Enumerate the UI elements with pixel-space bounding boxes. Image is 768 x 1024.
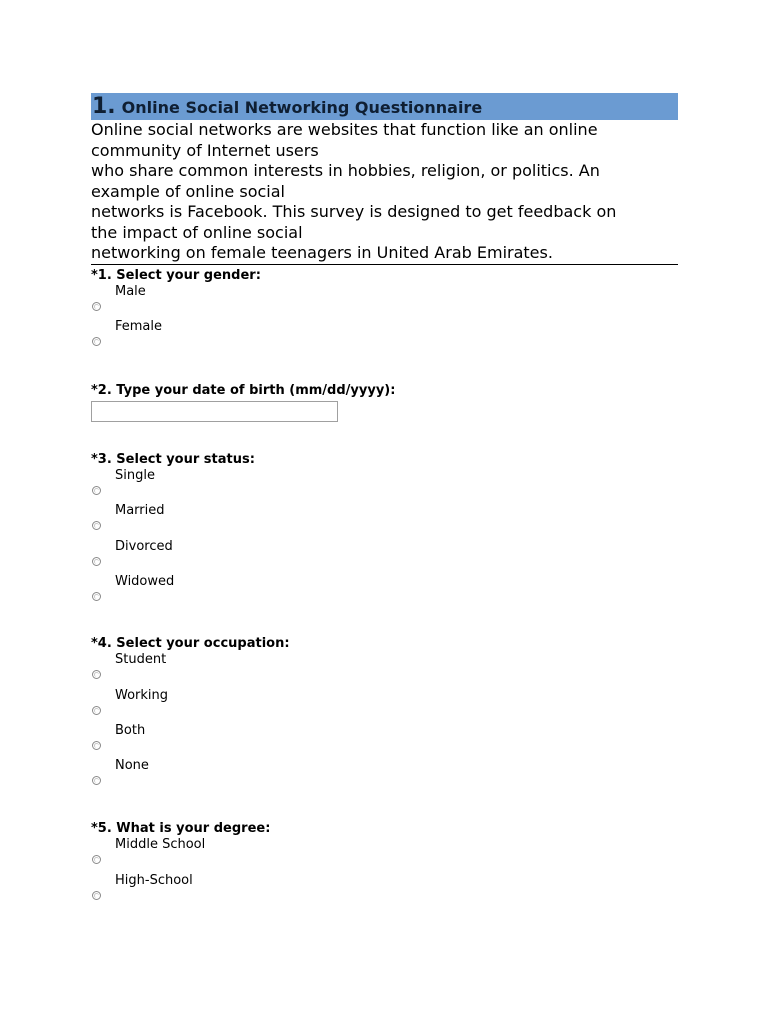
option-label: None: [115, 758, 149, 774]
radio-button[interactable]: [92, 706, 101, 715]
option-label: Married: [115, 503, 165, 519]
option-male[interactable]: [91, 284, 678, 319]
radio-button[interactable]: [92, 741, 101, 750]
option-label: Widowed: [115, 573, 175, 589]
description-line: community of Internet users: [91, 140, 319, 160]
option-single[interactable]: [91, 468, 678, 503]
question-status: [91, 452, 678, 609]
option-female[interactable]: [91, 319, 678, 354]
option-none[interactable]: [91, 758, 678, 793]
survey-description: [91, 120, 678, 265]
section-header: [91, 93, 678, 120]
description-line: who share common interests in hobbies, religion, or politics. An: [91, 161, 600, 180]
radio-button[interactable]: [92, 302, 101, 311]
question-date-of-birth: [91, 383, 678, 422]
radio-button[interactable]: [92, 521, 101, 530]
option-divorced[interactable]: [91, 539, 678, 574]
question-degree: [91, 821, 678, 908]
radio-button[interactable]: [92, 337, 101, 346]
question-label: *3. Select your status:: [91, 452, 255, 468]
description-line: Online social networks are websites that function like an online: [91, 120, 598, 139]
survey-page: [91, 93, 678, 908]
option-label: Middle School: [115, 837, 206, 853]
question-label: *4. Select your occupation:: [91, 636, 290, 652]
radio-button[interactable]: [92, 670, 101, 679]
survey-title: Online Social Networking Questionnaire: [121, 97, 483, 117]
radio-button[interactable]: [92, 557, 101, 566]
section-number: 1.: [92, 93, 116, 119]
option-both[interactable]: [91, 723, 678, 758]
option-high-school[interactable]: [91, 873, 678, 908]
option-student[interactable]: [91, 652, 678, 687]
option-label: Divorced: [115, 538, 173, 554]
radio-button[interactable]: [92, 776, 101, 785]
question-label: *1. Select your gender:: [91, 267, 261, 283]
option-label: Both: [115, 722, 146, 738]
question-label: *2. Type your date of birth (mm/dd/yyyy):: [91, 383, 396, 399]
option-label: Student: [115, 652, 167, 668]
question-occupation: [91, 636, 678, 793]
option-label: Male: [115, 283, 146, 299]
question-gender: [91, 268, 678, 355]
option-middle-school[interactable]: [91, 837, 678, 872]
option-widowed[interactable]: [91, 574, 678, 609]
radio-button[interactable]: [92, 486, 101, 495]
description-line: networking on female teenagers in United Arab Emirates.: [91, 243, 553, 262]
option-label: Female: [115, 318, 163, 334]
date-of-birth-input[interactable]: [91, 401, 338, 422]
radio-button[interactable]: [92, 592, 101, 601]
radio-button[interactable]: [92, 891, 101, 900]
option-label: Single: [115, 468, 155, 484]
option-label: High-School: [115, 872, 193, 888]
question-label: *5. What is your degree:: [91, 821, 271, 837]
description-line: the impact of online social: [91, 222, 303, 242]
option-married[interactable]: [91, 503, 678, 538]
option-working[interactable]: [91, 688, 678, 723]
radio-button[interactable]: [92, 855, 101, 864]
description-line: example of online social: [91, 181, 285, 201]
option-label: Working: [115, 687, 169, 703]
description-line: networks is Facebook. This survey is designed to get feedback on: [91, 202, 617, 221]
